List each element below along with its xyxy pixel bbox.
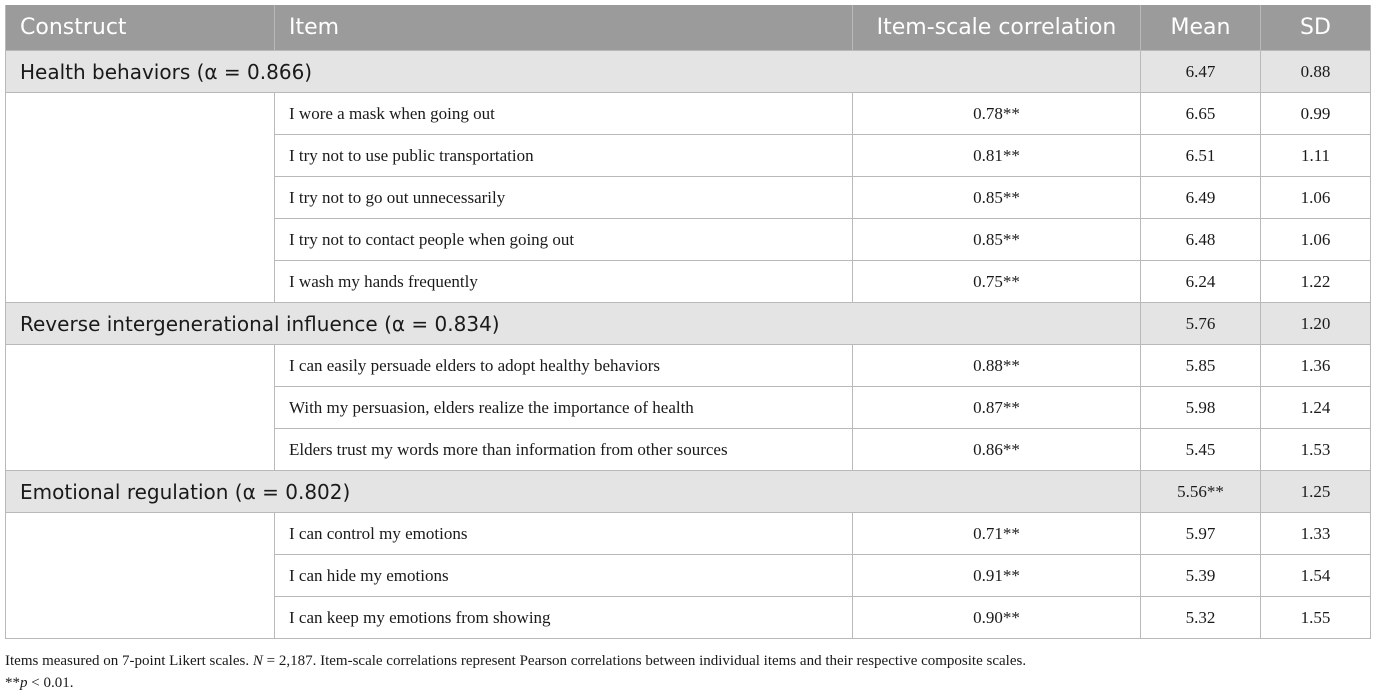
item-sd: 1.55 xyxy=(1261,597,1371,639)
header-row xyxy=(6,5,1371,51)
item-sd: 1.54 xyxy=(1261,555,1371,597)
item-text: I wash my hands frequently xyxy=(275,261,853,303)
footnote-text-b: = 2,187. Item-scale correlations represent Pearson correlations between individual items and their respective composite scales. xyxy=(262,653,1027,669)
footnote-stars: ** xyxy=(5,675,20,691)
construct-empty-cell xyxy=(6,513,275,639)
item-mean: 5.32 xyxy=(1141,597,1261,639)
item-mean: 5.45 xyxy=(1141,429,1261,471)
item-correlation: 0.85** xyxy=(853,177,1141,219)
item-mean: 6.48 xyxy=(1141,219,1261,261)
item-sd: 1.06 xyxy=(1261,177,1371,219)
item-text: I try not to contact people when going out xyxy=(275,219,853,261)
header-mean: Mean xyxy=(1141,5,1261,51)
footnote-n-symbol: N xyxy=(252,653,263,669)
footnote-p-symbol: p xyxy=(20,675,28,691)
section-label: Reverse intergenerational influence (α = 0.834) xyxy=(6,303,1141,345)
table-footnote xyxy=(5,650,1370,694)
item-text: I can control my emotions xyxy=(275,513,853,555)
section-sd: 1.20 xyxy=(1261,303,1371,345)
item-sd: 1.36 xyxy=(1261,345,1371,387)
item-text: With my persuasion, elders realize the importance of health xyxy=(275,387,853,429)
item-correlation: 0.85** xyxy=(853,219,1141,261)
item-correlation: 0.75** xyxy=(853,261,1141,303)
item-correlation: 0.86** xyxy=(853,429,1141,471)
item-text: I try not to use public transportation xyxy=(275,135,853,177)
item-sd: 1.33 xyxy=(1261,513,1371,555)
item-text: I can easily persuade elders to adopt healthy behaviors xyxy=(275,345,853,387)
section-mean: 5.56** xyxy=(1141,471,1261,513)
item-mean: 5.98 xyxy=(1141,387,1261,429)
construct-empty-cell xyxy=(6,345,275,471)
item-mean: 6.51 xyxy=(1141,135,1261,177)
footnote-line-2 xyxy=(5,672,1370,694)
section-sd: 1.25 xyxy=(1261,471,1371,513)
section-row-emotional-regulation xyxy=(6,471,1371,513)
item-sd: 0.99 xyxy=(1261,93,1371,135)
header-correlation: Item-scale correlation xyxy=(853,5,1141,51)
item-sd: 1.22 xyxy=(1261,261,1371,303)
item-text: I try not to go out unnecessarily xyxy=(275,177,853,219)
table-row xyxy=(6,93,1371,135)
item-correlation: 0.91** xyxy=(853,555,1141,597)
section-row-reverse-influence xyxy=(6,303,1371,345)
item-sd: 1.06 xyxy=(1261,219,1371,261)
footnote-text-a: Items measured on 7-point Likert scales. xyxy=(5,653,253,669)
data-table xyxy=(5,5,1371,639)
item-mean: 5.39 xyxy=(1141,555,1261,597)
item-sd: 1.53 xyxy=(1261,429,1371,471)
item-sd: 1.24 xyxy=(1261,387,1371,429)
item-correlation: 0.81** xyxy=(853,135,1141,177)
section-mean: 5.76 xyxy=(1141,303,1261,345)
item-mean: 6.24 xyxy=(1141,261,1261,303)
footnote-p-value: < 0.01. xyxy=(27,675,74,691)
construct-empty-cell xyxy=(6,93,275,303)
footnote-line-1 xyxy=(5,650,1370,672)
item-mean: 5.85 xyxy=(1141,345,1261,387)
section-row-health-behaviors xyxy=(6,51,1371,93)
table-row xyxy=(6,345,1371,387)
header-construct: Construct xyxy=(6,5,275,51)
item-text: I can keep my emotions from showing xyxy=(275,597,853,639)
item-correlation: 0.87** xyxy=(853,387,1141,429)
item-correlation: 0.88** xyxy=(853,345,1141,387)
item-text: Elders trust my words more than information from other sources xyxy=(275,429,853,471)
item-mean: 6.65 xyxy=(1141,93,1261,135)
item-mean: 5.97 xyxy=(1141,513,1261,555)
section-sd: 0.88 xyxy=(1261,51,1371,93)
section-label: Emotional regulation (α = 0.802) xyxy=(6,471,1141,513)
item-correlation: 0.90** xyxy=(853,597,1141,639)
section-label: Health behaviors (α = 0.866) xyxy=(6,51,1141,93)
header-item: Item xyxy=(275,5,853,51)
table-row xyxy=(6,513,1371,555)
item-sd: 1.11 xyxy=(1261,135,1371,177)
item-mean: 6.49 xyxy=(1141,177,1261,219)
item-text: I can hide my emotions xyxy=(275,555,853,597)
item-text: I wore a mask when going out xyxy=(275,93,853,135)
header-sd: SD xyxy=(1261,5,1371,51)
section-mean: 6.47 xyxy=(1141,51,1261,93)
item-correlation: 0.71** xyxy=(853,513,1141,555)
item-correlation: 0.78** xyxy=(853,93,1141,135)
